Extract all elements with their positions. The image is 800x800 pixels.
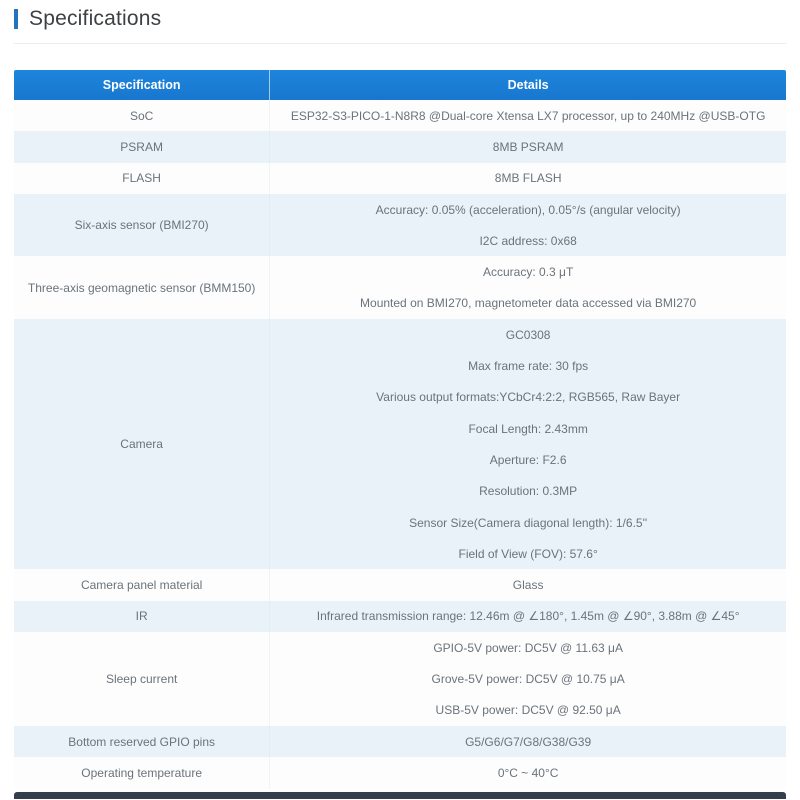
- table-row: [14, 194, 786, 257]
- details-cell: [270, 757, 786, 788]
- details-cell: [270, 569, 786, 600]
- partial-next-section-bar: [14, 792, 786, 799]
- section-heading: [14, 5, 786, 33]
- detail-line: GC0308: [505, 327, 551, 342]
- table-row: [14, 131, 786, 162]
- detail-line: 8MB FLASH: [494, 171, 562, 186]
- spec-cell: Six-axis sensor (BMI270): [14, 194, 270, 257]
- column-header-specification: Specification: [14, 70, 270, 100]
- detail-line: Max frame rate: 30 fps: [468, 359, 589, 374]
- heading-accent-bar: [14, 9, 18, 29]
- details-cell: [270, 163, 786, 194]
- table-row: [14, 256, 786, 319]
- detail-line: G5/G6/G7/G8/G38/G39: [465, 734, 592, 749]
- details-cell: [270, 194, 786, 257]
- detail-line: Grove-5V power: DC5V @ 10.75 μA: [431, 671, 625, 686]
- detail-line: Various output formats:YCbCr4:2:2, RGB565, Raw Bayer: [376, 390, 681, 405]
- spec-cell: IR: [14, 601, 270, 632]
- detail-line: Resolution: 0.3MP: [479, 484, 578, 499]
- detail-line: Focal Length: 2.43mm: [468, 421, 588, 436]
- table-row: [14, 163, 786, 194]
- spec-cell: Bottom reserved GPIO pins: [14, 726, 270, 757]
- table-header-row: [14, 70, 786, 100]
- detail-line: Accuracy: 0.3 μT: [483, 265, 574, 280]
- table-row: [14, 100, 786, 131]
- spec-cell: Camera panel material: [14, 569, 270, 600]
- table-row: [14, 726, 786, 757]
- spec-cell: SoC: [14, 100, 270, 131]
- detail-line: GPIO-5V power: DC5V @ 11.63 μA: [433, 640, 623, 655]
- spec-cell: FLASH: [14, 163, 270, 194]
- detail-line: I2C address: 0x68: [479, 233, 577, 248]
- detail-line: 0°C ~ 40°C: [497, 765, 559, 780]
- details-cell: [270, 726, 786, 757]
- spec-cell: Camera: [14, 319, 270, 569]
- details-cell: [270, 100, 786, 131]
- table-row: [14, 319, 786, 569]
- spec-cell: Three-axis geomagnetic sensor (BMM150): [14, 256, 270, 319]
- specifications-table: [14, 70, 786, 789]
- column-header-details: Details: [507, 78, 549, 92]
- detail-line: Accuracy: 0.05% (acceleration), 0.05°/s (angular velocity): [375, 202, 681, 217]
- spec-cell: Sleep current: [14, 632, 270, 726]
- detail-line: ESP32-S3-PICO-1-N8R8 @Dual-core Xtensa LX7 processor, up to 240MHz @USB-OTG: [290, 108, 766, 123]
- specifications-page: [0, 5, 800, 799]
- detail-line: Infrared transmission range: 12.46m @ ∠180°, 1.45m @ ∠90°, 3.88m @ ∠45°: [316, 609, 740, 624]
- details-cell: [270, 319, 786, 569]
- spec-cell: PSRAM: [14, 131, 270, 162]
- table-body: [14, 100, 786, 789]
- details-cell: [270, 131, 786, 162]
- detail-line: 8MB PSRAM: [492, 139, 564, 154]
- detail-line: Mounted on BMI270, magnetometer data accessed via BMI270: [360, 296, 697, 311]
- detail-line: Aperture: F2.6: [489, 452, 567, 467]
- table-row: [14, 569, 786, 600]
- page-title: Specifications: [29, 7, 162, 30]
- details-cell: [270, 632, 786, 726]
- heading-divider: [14, 43, 786, 44]
- spec-cell: Operating temperature: [14, 757, 270, 788]
- table-row: [14, 632, 786, 726]
- detail-line: USB-5V power: DC5V @ 92.50 μA: [435, 703, 621, 718]
- table-row: [14, 757, 786, 788]
- detail-line: Field of View (FOV): 57.6°: [458, 546, 598, 561]
- detail-line: Glass: [512, 578, 544, 593]
- detail-line: Sensor Size(Camera diagonal length): 1/6.5'': [409, 515, 648, 530]
- table-row: [14, 601, 786, 632]
- details-cell: [270, 601, 786, 632]
- details-cell: [270, 256, 786, 319]
